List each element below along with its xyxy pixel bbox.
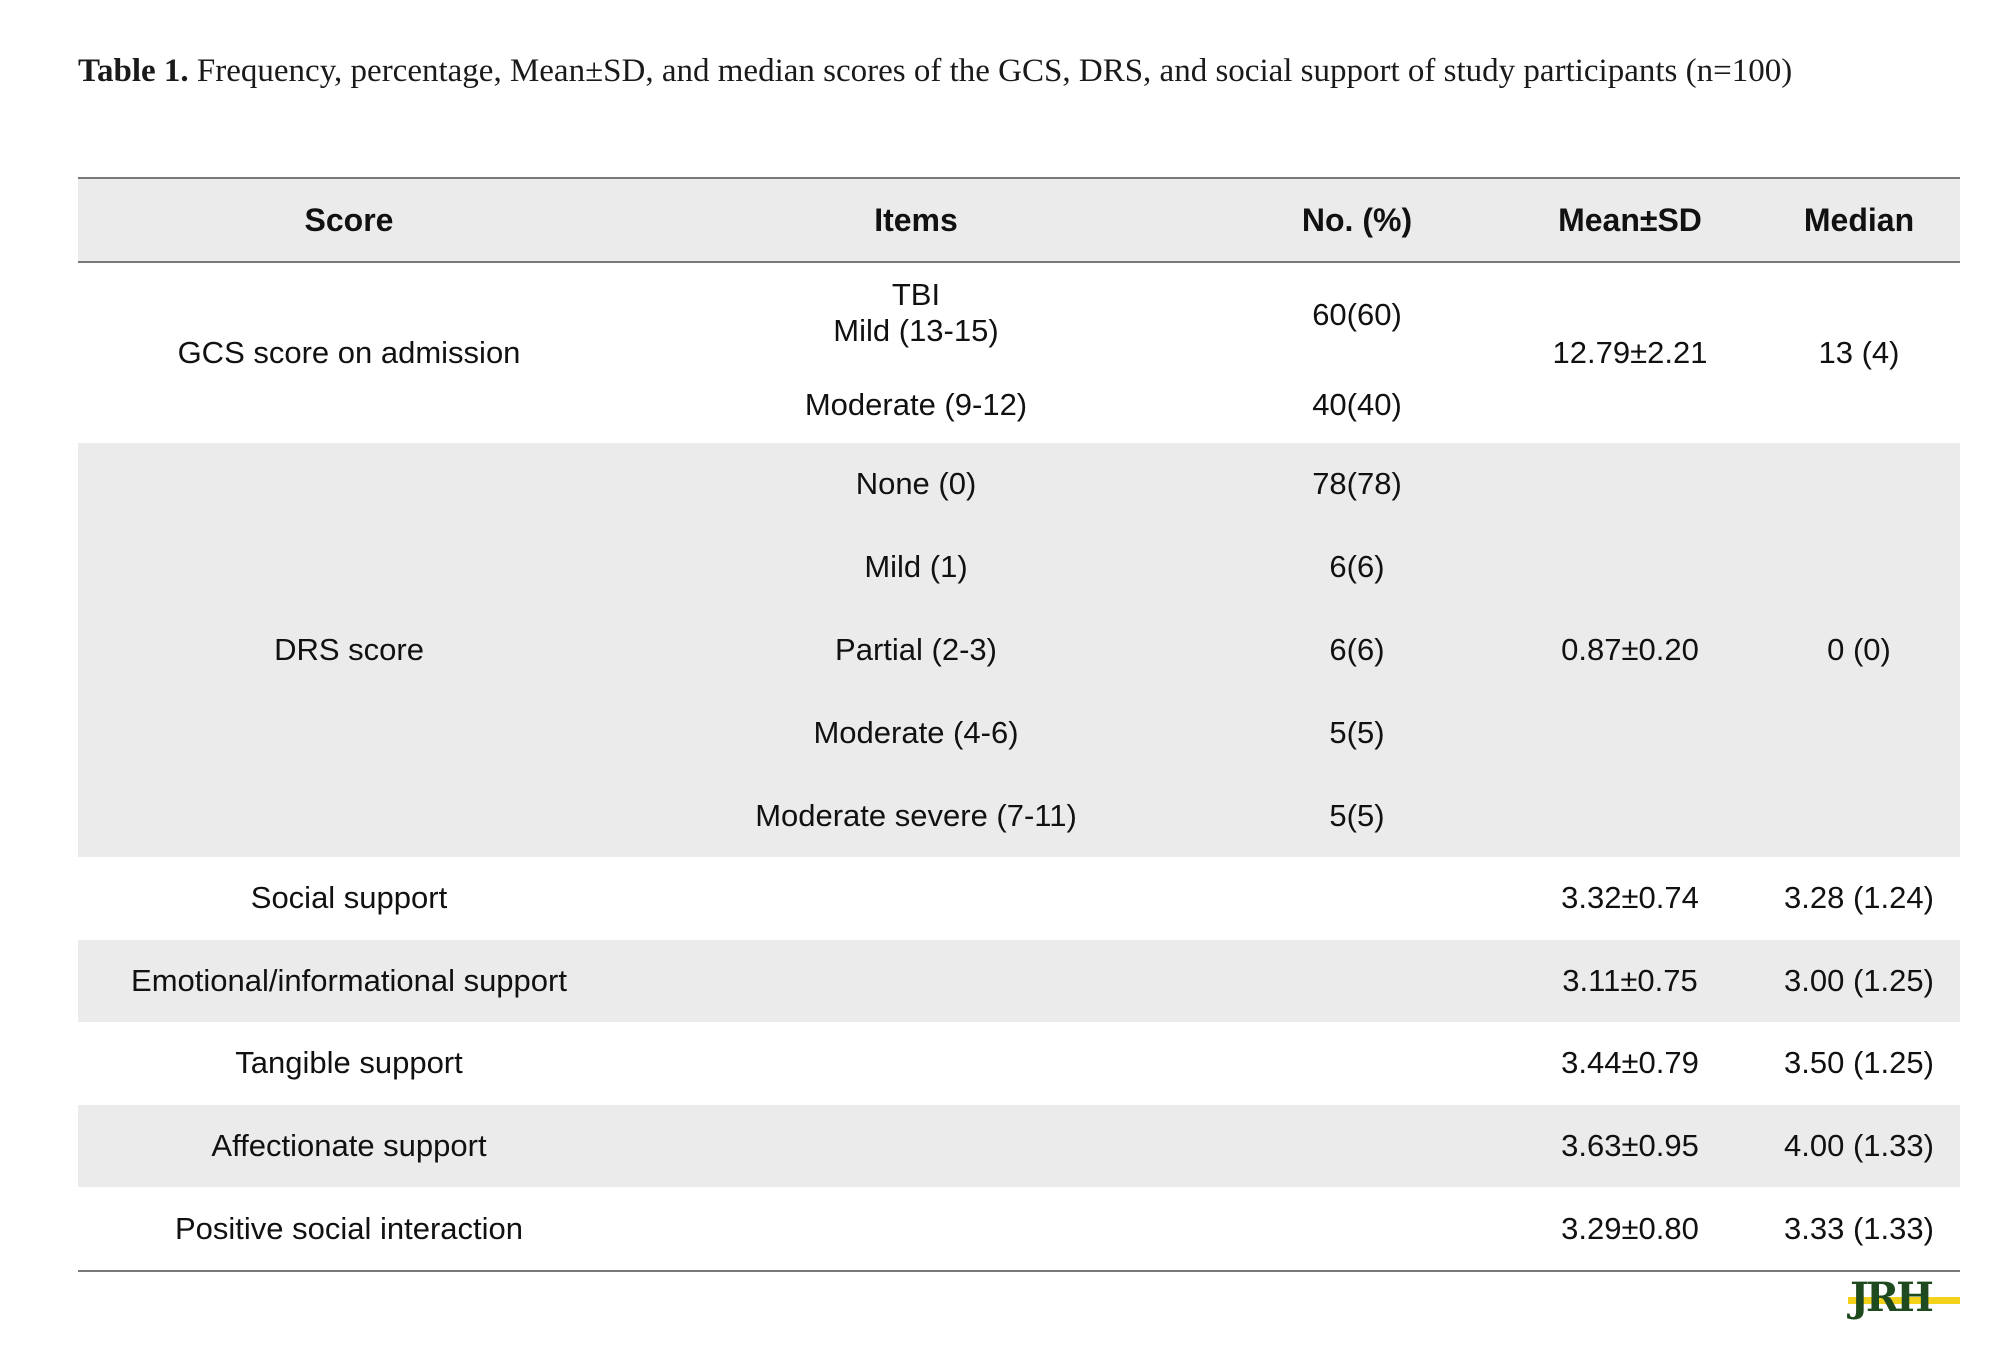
gcs-items (620, 263, 1212, 443)
table-caption (78, 48, 1960, 94)
journal-logo (1848, 1274, 1960, 1321)
support-mean: 3.32±0.74 (1561, 880, 1699, 916)
support-median: 3.33 (1.33) (1784, 1210, 1934, 1246)
header-no: No. (%) (1301, 201, 1413, 238)
support-mean: 3.11±0.75 (1562, 962, 1698, 998)
table-header-row (78, 179, 1960, 263)
empty-cell (620, 1187, 1212, 1270)
data-table (78, 177, 1960, 1272)
header-median: Median (1803, 201, 1915, 238)
header-items: Items (874, 201, 958, 238)
drs-median: 0 (0) (1827, 632, 1891, 667)
support-score-label: Affectionate support (211, 1128, 487, 1164)
logo-text: JRH (1850, 1274, 1931, 1321)
header-mean: Mean±SD (1558, 201, 1702, 238)
support-mean: 3.44±0.79 (1561, 1045, 1699, 1081)
support-median: 3.50 (1.25) (1784, 1045, 1934, 1081)
drs-count: 5(5) (1329, 797, 1385, 833)
support-mean: 3.29±0.80 (1561, 1210, 1699, 1246)
header-score: Score (304, 201, 394, 238)
empty-cell (1212, 857, 1502, 940)
empty-cell (1212, 1105, 1502, 1188)
table-row-positive-interaction (78, 1187, 1960, 1270)
support-score-label: Emotional/informational support (131, 962, 567, 998)
support-score-label: Tangible support (235, 1045, 463, 1081)
drs-counts (1212, 443, 1502, 857)
gcs-item-moderate: Moderate (9-12) (804, 387, 1028, 422)
table-row-affectionate-support (78, 1105, 1960, 1188)
gcs-counts (1212, 263, 1502, 443)
drs-items (620, 443, 1212, 857)
table-row-emotional-support (78, 940, 1960, 1023)
table-row-drs (78, 443, 1960, 857)
empty-cell (1212, 1187, 1502, 1270)
table-label: Table 1. (78, 53, 189, 89)
empty-cell (620, 940, 1212, 1023)
support-score-label: Social support (250, 880, 448, 916)
table-row-tangible-support (78, 1022, 1960, 1105)
support-score-label: Positive social interaction (174, 1210, 524, 1246)
table-caption-text: Frequency, percentage, Mean±SD, and median scores of the GCS, DRS, and social support of study participants (n=100) (196, 53, 1793, 89)
empty-cell (1212, 1022, 1502, 1105)
gcs-item-mild: Mild (13-15) (833, 313, 999, 348)
empty-cell (620, 1105, 1212, 1188)
drs-item: Partial (2-3) (835, 631, 997, 667)
support-median: 4.00 (1.33) (1784, 1128, 1934, 1164)
empty-cell (620, 857, 1212, 940)
gcs-group-label: TBI (891, 277, 941, 312)
empty-cell (620, 1022, 1212, 1105)
empty-cell (1212, 940, 1502, 1023)
table-row-gcs (78, 263, 1960, 443)
drs-count: 5(5) (1329, 714, 1385, 750)
drs-item: None (0) (855, 466, 977, 502)
drs-score-label: DRS score (274, 632, 424, 667)
drs-count: 78(78) (1312, 466, 1402, 502)
drs-item: Moderate (4-6) (813, 714, 1019, 750)
support-median: 3.28 (1.24) (1784, 880, 1934, 916)
support-median: 3.00 (1.25) (1784, 962, 1934, 998)
drs-item: Moderate severe (7-11) (755, 797, 1077, 833)
gcs-score-label: GCS score on admission (177, 335, 521, 370)
gcs-mean: 12.79±2.21 (1552, 335, 1708, 370)
table-row-social-support (78, 857, 1960, 940)
drs-count: 6(6) (1329, 549, 1385, 585)
gcs-median: 13 (4) (1818, 335, 1900, 370)
drs-mean: 0.87±0.20 (1561, 632, 1699, 667)
drs-count: 6(6) (1329, 631, 1385, 667)
support-mean: 3.63±0.95 (1561, 1128, 1699, 1164)
gcs-count-moderate: 40(40) (1312, 387, 1402, 422)
drs-item: Mild (1) (864, 549, 968, 585)
gcs-count-mild: 60(60) (1312, 297, 1402, 332)
